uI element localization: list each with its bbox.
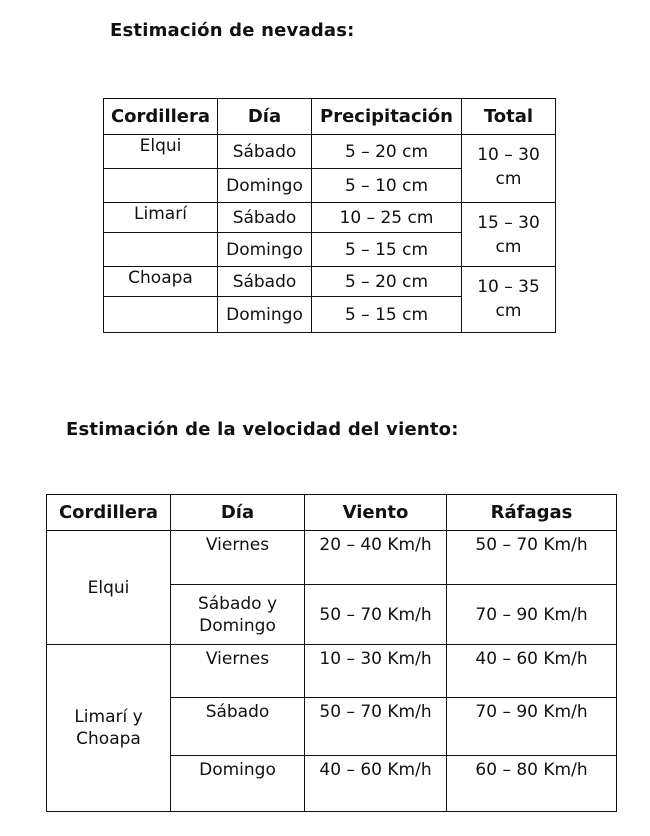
table-row <box>104 267 556 297</box>
wind-table <box>46 494 617 812</box>
cell-cordillera <box>104 169 218 203</box>
header-cordillera: Cordillera <box>104 99 218 135</box>
cell-viento: 20 – 40 Km/h <box>305 531 447 585</box>
cell-rafagas: 60 – 80 Km/h <box>447 756 617 812</box>
header-viento: Viento <box>305 495 447 531</box>
header-dia: Día <box>171 495 305 531</box>
cell-rafagas: 70 – 90 Km/h <box>447 585 617 645</box>
cell-precipitacion: 5 – 15 cm <box>312 297 462 333</box>
snow-title: Estimación de nevadas: <box>110 20 355 41</box>
cell-precipitacion: 5 – 20 cm <box>312 135 462 169</box>
cell-rafagas: 70 – 90 Km/h <box>447 698 617 756</box>
wind-title: Estimación de la velocidad del viento: <box>66 419 459 440</box>
cell-dia: Domingo <box>218 297 312 333</box>
cell-dia: Viernes <box>171 645 305 698</box>
cell-precipitacion: 5 – 20 cm <box>312 267 462 297</box>
cell-viento: 10 – 30 Km/h <box>305 645 447 698</box>
cell-viento: 50 – 70 Km/h <box>305 698 447 756</box>
cell-viento: 50 – 70 Km/h <box>305 585 447 645</box>
cell-cordillera <box>104 233 218 267</box>
cell-viento: 40 – 60 Km/h <box>305 756 447 812</box>
table-row <box>47 531 617 585</box>
cell-dia: Viernes <box>171 531 305 585</box>
table-row <box>104 135 556 169</box>
header-cordillera: Cordillera <box>47 495 171 531</box>
cell-dia: Sábado y Domingo <box>171 585 305 645</box>
cell-dia: Domingo <box>218 233 312 267</box>
header-total: Total <box>462 99 556 135</box>
cell-rafagas: 40 – 60 Km/h <box>447 645 617 698</box>
table-row <box>47 645 617 698</box>
header-precipitacion: Precipitación <box>312 99 462 135</box>
snow-header-row <box>104 99 556 135</box>
table-row <box>104 203 556 233</box>
header-dia: Día <box>218 99 312 135</box>
cell-precipitacion: 5 – 15 cm <box>312 233 462 267</box>
cell-cordillera: Elqui <box>47 531 171 645</box>
cell-cordillera: Choapa <box>104 267 218 297</box>
cell-precipitacion: 10 – 25 cm <box>312 203 462 233</box>
cell-dia: Domingo <box>218 169 312 203</box>
cell-dia: Sábado <box>171 698 305 756</box>
cell-total: 15 – 30 cm <box>462 203 556 267</box>
snow-table <box>103 98 556 333</box>
header-rafagas: Ráfagas <box>447 495 617 531</box>
cell-cordillera <box>104 297 218 333</box>
cell-dia: Domingo <box>171 756 305 812</box>
cell-dia: Sábado <box>218 135 312 169</box>
cell-dia: Sábado <box>218 203 312 233</box>
cell-total: 10 – 35 cm <box>462 267 556 333</box>
cell-dia: Sábado <box>218 267 312 297</box>
cell-precipitacion: 5 – 10 cm <box>312 169 462 203</box>
wind-header-row <box>47 495 617 531</box>
cell-cordillera: Limarí y Choapa <box>47 645 171 812</box>
cell-cordillera: Limarí <box>104 203 218 233</box>
cell-cordillera: Elqui <box>104 135 218 169</box>
cell-rafagas: 50 – 70 Km/h <box>447 531 617 585</box>
cell-total: 10 – 30 cm <box>462 135 556 203</box>
